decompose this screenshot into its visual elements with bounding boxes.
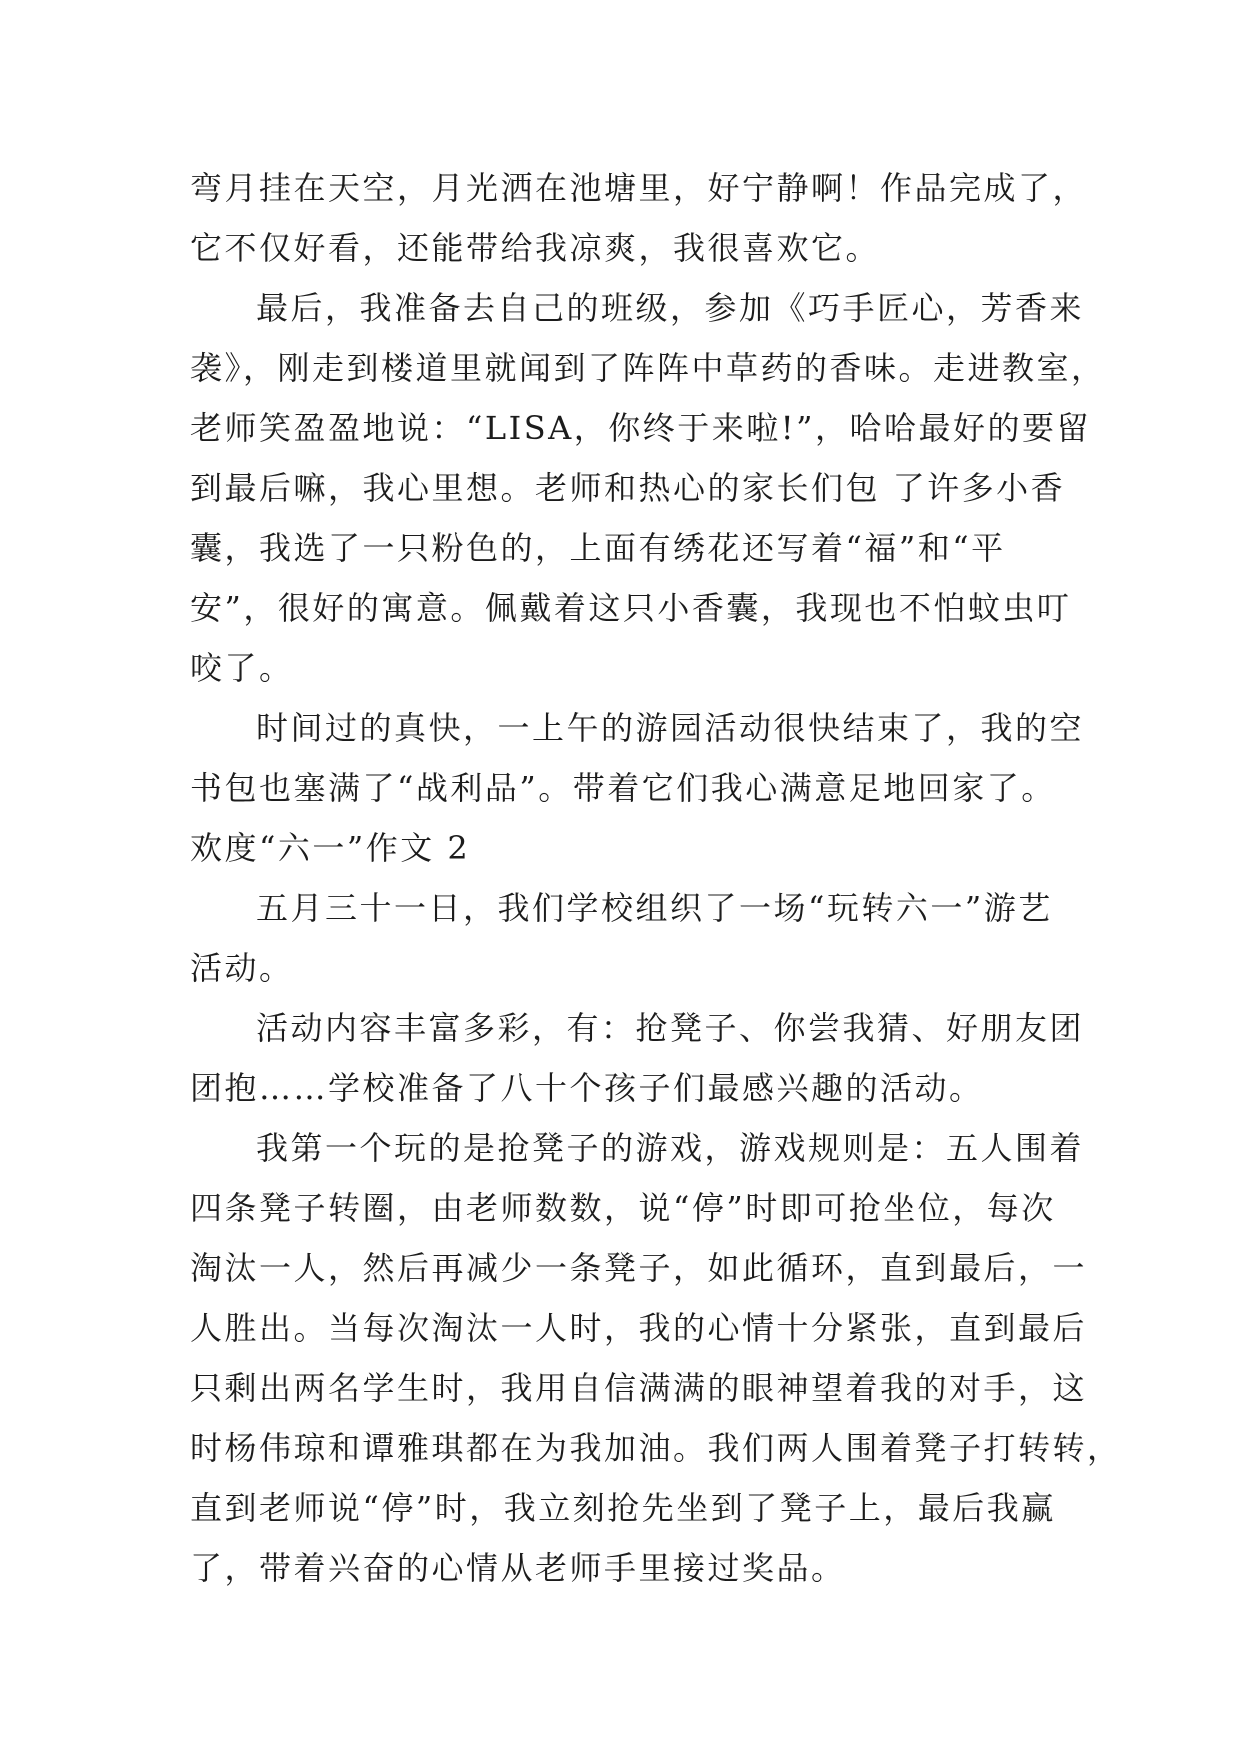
text-line: 它不仅好看，还能带给我凉爽，我很喜欢它。 [190,229,881,267]
text-line: 活动。 [190,949,294,987]
text-line: 时间过的真快，一上午的游园活动很快结束了，我的空 [256,709,1085,747]
text-line: 直到老师说“停”时，我立刻抢先坐到了凳子上，最后我赢 [190,1489,1056,1527]
text-line: 时杨伟琼和谭雅琪都在为我加油。我们两人围着凳子打转转， [190,1429,1122,1467]
text-line: 安”，很好的寓意。佩戴着这只小香囊，我现也不怕蚊虫叮 [190,589,1072,627]
text-line: 五月三十一日，我们学校组织了一场“玩转六一”游艺 [256,889,1053,927]
text-line: 人胜出。当每次淘汰一人时，我的心情十分紧张，直到最后 [190,1309,1088,1347]
text-line: 团抱……学校准备了八十个孩子们最感兴趣的活动。 [190,1069,984,1107]
section-heading: 欢度“六一”作文 2 [190,829,471,867]
text-line: 淘汰一人，然后再减少一条凳子，如此循环，直到最后，一 [190,1249,1088,1287]
text-line: 咬了。 [190,649,294,687]
text-line: 只剩出两名学生时，我用自信满满的眼神望着我的对手，这 [190,1369,1088,1407]
text-line: 活动内容丰富多彩，有：抢凳子、你尝我猜、好朋友团 [256,1009,1085,1047]
text-line: 我第一个玩的是抢凳子的游戏，游戏规则是：五人围着 [256,1129,1085,1167]
text-line: 最后，我准备去自己的班级，参加《巧手匠心，芳香来 [256,289,1085,327]
text-line: 书包也塞满了“战利品”。带着它们我心满意足地回家了。 [190,769,1056,807]
text-line: 四条凳子转圈，由老师数数，说“停”时即可抢坐位，每次 [190,1189,1056,1227]
text-line: 到最后嘛，我心里想。老师和热心的家长们包 了许多小香 [190,469,1066,507]
text-line: 了，带着兴奋的心情从老师手里接过奖品。 [190,1549,846,1587]
text-line: 袭》，刚走到楼道里就闻到了阵阵中草药的香味。走进教室， [190,349,1106,387]
text-line: 弯月挂在天空，月光洒在池塘里，好宁静啊！作品完成了， [190,169,1088,207]
text-line: 囊，我选了一只粉色的，上面有绣花还写着“福”和“平 [190,529,1006,567]
document-body [190,158,1122,1598]
text-line: 老师笑盈盈地说：“LISA，你终于来啦!”，哈哈最好的要留 [190,409,1092,447]
